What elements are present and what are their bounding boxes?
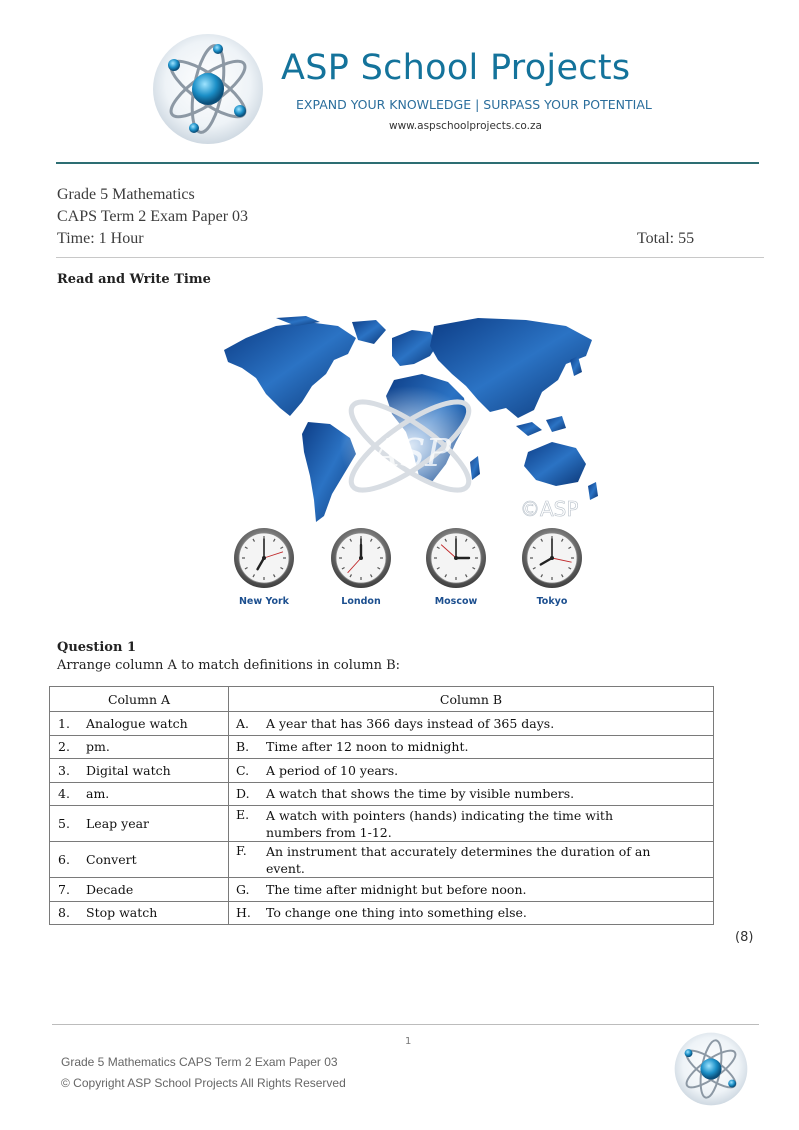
column-a-cell — [50, 782, 229, 806]
column-b-cell — [229, 712, 714, 736]
table-row — [50, 806, 714, 842]
column-a-cell — [50, 878, 229, 902]
table-row — [50, 901, 714, 925]
column-b-header: Column B — [229, 687, 714, 712]
clock-tokyo — [522, 528, 582, 607]
footer-paper-title: Grade 5 Mathematics CAPS Term 2 Exam Paper 03 — [61, 1055, 338, 1069]
brand-title: ASP School Projects — [281, 48, 631, 88]
term-text: Digital watch — [86, 762, 171, 778]
column-a-cell — [50, 759, 229, 783]
clock-london — [331, 528, 391, 607]
definition-text: The time after midnight but before noon. — [266, 881, 527, 897]
page-number: 1 — [405, 1036, 412, 1047]
term-text: Analogue watch — [86, 715, 188, 731]
definition-text: A year that has 366 days instead of 365 days. — [266, 715, 555, 731]
footer-asp-logo — [674, 1032, 748, 1106]
row-letter: B. — [236, 739, 250, 755]
term-text: Stop watch — [86, 905, 158, 921]
header-divider — [56, 162, 759, 164]
column-a-cell — [50, 901, 229, 925]
definition-text: A period of 10 years. — [266, 762, 399, 778]
row-number: 8. — [58, 905, 70, 921]
footer-copyright: © Copyright ASP School Projects All Rights Reserved — [61, 1076, 346, 1090]
column-b-cell — [229, 759, 714, 783]
column-a-cell — [50, 712, 229, 736]
row-number: 1. — [58, 715, 70, 731]
row-letter: D. — [236, 786, 250, 802]
term-text: am. — [86, 786, 110, 802]
exam-paper: CAPS Term 2 Exam Paper 03 — [57, 208, 249, 225]
term-text: Convert — [86, 852, 137, 867]
row-number: 3. — [58, 762, 70, 778]
table-row — [50, 712, 714, 736]
clock-city-label: Tokyo — [536, 596, 568, 607]
exam-total: Total: 55 — [637, 230, 695, 247]
question-instruction: Arrange column A to match definitions in column B: — [57, 658, 401, 673]
row-letter: C. — [236, 762, 250, 778]
term-text: Leap year — [86, 816, 150, 831]
section-title: Read and Write Time — [57, 272, 211, 287]
definition-text: A watch that shows the time by visible numbers. — [266, 786, 575, 802]
table-row — [50, 735, 714, 759]
table-row — [50, 782, 714, 806]
row-number: 2. — [58, 739, 70, 755]
definition-text: To change one thing into something else. — [266, 905, 527, 921]
column-b-cell — [229, 878, 714, 902]
definition-text: Time after 12 noon to midnight. — [266, 739, 469, 755]
footer-divider — [52, 1024, 759, 1025]
column-b-cell — [229, 782, 714, 806]
row-letter: E. — [236, 806, 250, 822]
table-row — [50, 842, 714, 878]
column-b-cell — [229, 842, 714, 878]
column-a-header: Column A — [50, 687, 229, 712]
clock-city-label: Moscow — [434, 596, 478, 607]
definition-text: A watch with pointers (hands) indicating the time with numbers from 1-12. — [266, 807, 614, 840]
svg-text:ASP: ASP — [372, 431, 452, 475]
brand-tagline: EXPAND YOUR KNOWLEDGE | SURPASS YOUR POTENTIAL — [296, 97, 652, 112]
map-copyright: ©ASP — [520, 497, 579, 521]
row-letter: A. — [236, 715, 250, 731]
row-number: 4. — [58, 786, 70, 802]
row-number: 6. — [58, 852, 70, 867]
row-letter: H. — [236, 905, 251, 921]
row-letter: G. — [236, 881, 250, 897]
row-number: 7. — [58, 881, 70, 897]
asp-logo — [152, 33, 264, 145]
table-header-row — [50, 687, 714, 712]
question-title: Question 1 — [57, 640, 137, 655]
exam-time: Time: 1 Hour — [57, 230, 144, 247]
info-divider — [56, 257, 764, 258]
column-a-cell — [50, 806, 229, 842]
definition-text: An instrument that accurately determines the duration of an event. — [266, 843, 651, 876]
column-b-cell — [229, 735, 714, 759]
table-row — [50, 878, 714, 902]
matching-table — [49, 686, 714, 925]
clock-city-label: London — [341, 596, 381, 607]
column-b-cell — [229, 806, 714, 842]
column-a-cell — [50, 842, 229, 878]
question-marks: (8) — [735, 930, 754, 945]
term-text: pm. — [86, 739, 110, 755]
brand-url[interactable]: www.aspschoolprojects.co.za — [389, 120, 542, 132]
row-letter: F. — [236, 842, 247, 858]
exam-grade: Grade 5 Mathematics — [57, 186, 195, 203]
clock-new-york — [234, 528, 294, 607]
clocks-row — [234, 528, 582, 607]
column-a-cell — [50, 735, 229, 759]
row-number: 5. — [58, 816, 70, 831]
column-b-cell — [229, 901, 714, 925]
clock-moscow — [426, 528, 486, 607]
table-row — [50, 759, 714, 783]
term-text: Decade — [86, 881, 134, 897]
world-map-clocks-figure — [216, 316, 600, 612]
clock-city-label: New York — [238, 596, 290, 607]
